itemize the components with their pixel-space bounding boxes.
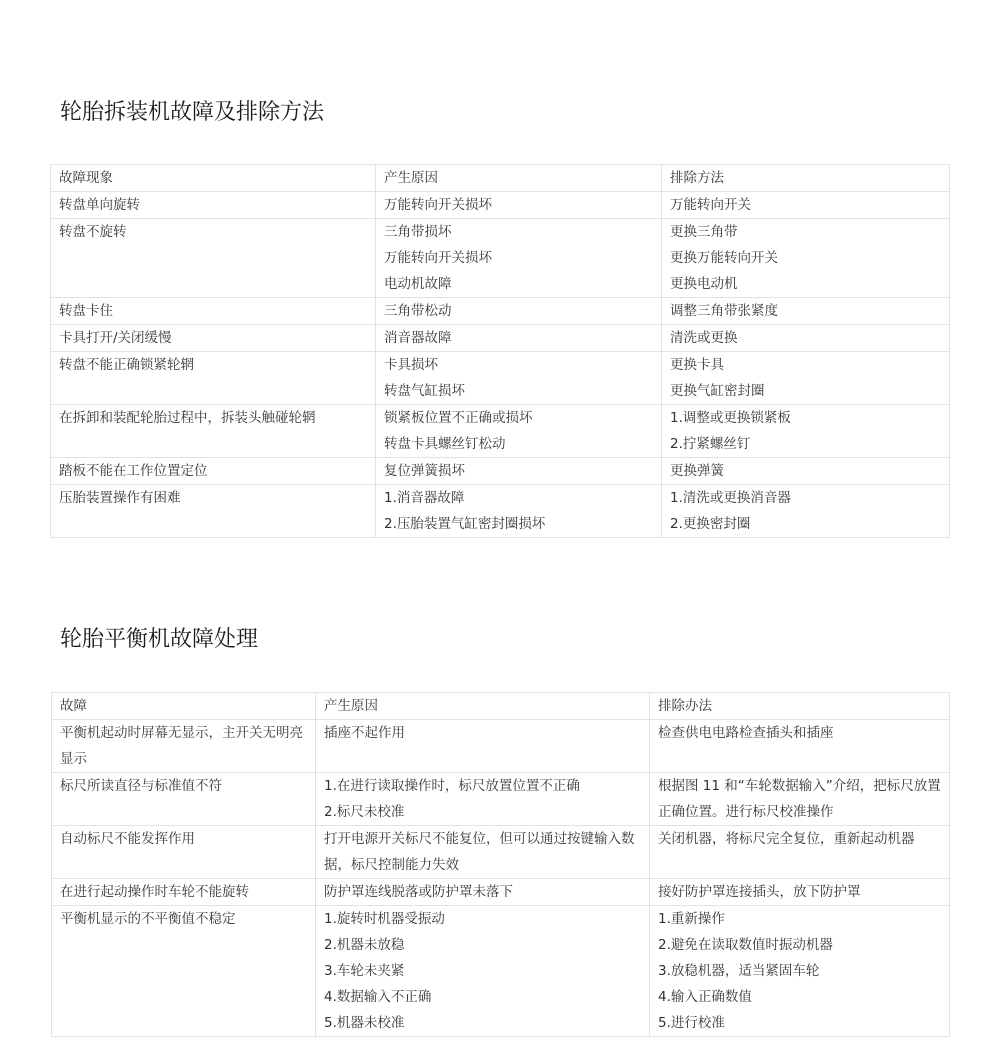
- cell-line: 转盘卡具螺丝钉松动: [384, 436, 506, 452]
- table-row: [51, 352, 950, 405]
- cell-line: 万能转向开关损坏: [384, 197, 492, 213]
- symptom-cell: [51, 352, 376, 405]
- header-cause: 产生原因: [376, 165, 662, 192]
- table-row: [51, 405, 950, 458]
- cell-line: 消音器故障: [384, 330, 452, 346]
- remedy-cell: [662, 325, 950, 352]
- cell-line: 2.拧紧螺丝钉: [670, 436, 751, 452]
- remedy-cell: [662, 219, 950, 298]
- cell-line: 转盘单向旋转: [59, 197, 140, 213]
- cell-line: 1.消音器故障: [384, 490, 465, 506]
- cell-line: 3.放稳机器，适当紧固车轮: [658, 963, 820, 979]
- cause-cell: [316, 906, 650, 1037]
- cell-line: 自动标尺不能发挥作用: [60, 831, 195, 847]
- header-cause: 产生原因: [316, 693, 650, 720]
- cell-line: 5.机器未校准: [324, 1015, 405, 1031]
- symptom-cell: [52, 879, 316, 906]
- cause-cell: [376, 298, 662, 325]
- table-row: [51, 485, 950, 538]
- cell-line: 1.旋转时机器受振动: [324, 911, 445, 927]
- cell-line: 2.避免在读取数值时振动机器: [658, 937, 833, 953]
- cell-line: 平衡机显示的不平衡值不稳定: [60, 911, 236, 927]
- cell-line: 复位弹簧损坏: [384, 463, 465, 479]
- cell-line: 转盘不旋转: [59, 224, 127, 240]
- cell-line: 清洗或更换: [670, 330, 738, 346]
- header-remedy: 排除办法: [650, 693, 950, 720]
- cell-line: 更换万能转向开关: [670, 250, 778, 266]
- remedy-cell: [662, 485, 950, 538]
- table-row: [51, 298, 950, 325]
- symptom-cell: [51, 458, 376, 485]
- cell-line: 更换气缸密封圈: [670, 383, 765, 399]
- cell-line: 1.清洗或更换消音器: [670, 490, 791, 506]
- remedy-cell: [650, 720, 950, 773]
- cause-cell: [376, 219, 662, 298]
- header-symptom: 故障: [52, 693, 316, 720]
- remedy-cell: [650, 826, 950, 879]
- cause-cell: [376, 485, 662, 538]
- cause-cell: [316, 879, 650, 906]
- cell-text: 根据图 11 和“车轮数据输入”介绍，把标尺放置正确位置。进行标尺校准操作: [658, 778, 941, 820]
- header-symptom: 故障现象: [51, 165, 376, 192]
- cell-line: 转盘气缸损坏: [384, 383, 465, 399]
- cell-line: 接好防护罩连接插头，放下防护罩: [658, 884, 861, 900]
- symptom-cell: [51, 192, 376, 219]
- cell-line: 卡具损坏: [384, 357, 438, 373]
- cell-line: 三角带松动: [384, 303, 452, 319]
- cell-line: 2.更换密封圈: [670, 516, 751, 532]
- section-title-tire-changer: 轮胎拆装机故障及排除方法: [60, 100, 325, 125]
- cell-line: 三角带损坏: [384, 224, 452, 240]
- remedy-cell: [662, 298, 950, 325]
- tire-changer-fault-table: [50, 164, 950, 538]
- remedy-cell: [662, 405, 950, 458]
- table-row: [51, 325, 950, 352]
- cell-line: 转盘卡住: [59, 303, 113, 319]
- cause-cell: [376, 192, 662, 219]
- cell-line: 电动机故障: [384, 276, 452, 292]
- symptom-cell: [52, 906, 316, 1037]
- cause-cell: [376, 325, 662, 352]
- symptom-cell: [51, 405, 376, 458]
- cell-line: 5.进行校准: [658, 1015, 725, 1031]
- cause-cell: [316, 773, 650, 826]
- cell-line: 调整三角带张紧度: [670, 303, 778, 319]
- remedy-cell: [662, 352, 950, 405]
- cell-line: 2.压胎装置气缸密封圈损坏: [384, 516, 546, 532]
- remedy-cell: [662, 192, 950, 219]
- table-row: [52, 773, 950, 826]
- cell-line: 在拆卸和装配轮胎过程中，拆装头触碰轮辋: [59, 410, 316, 426]
- table-row: [51, 219, 950, 298]
- symptom-cell: [52, 826, 316, 879]
- remedy-cell: [650, 906, 950, 1037]
- cell-line: 卡具打开/关闭缓慢: [59, 330, 172, 346]
- remedy-cell: [662, 458, 950, 485]
- cell-line: 1.重新操作: [658, 911, 725, 927]
- wheel-balancer-fault-table: [51, 692, 950, 1037]
- section-title-wheel-balancer: 轮胎平衡机故障处理: [60, 627, 259, 652]
- cause-cell: [316, 826, 650, 879]
- cell-line: 转盘不能正确锁紧轮辋: [59, 357, 194, 373]
- table-row: [52, 906, 950, 1037]
- remedy-cell: [650, 773, 950, 826]
- cell-line: 在进行起动操作时车轮不能旋转: [60, 884, 249, 900]
- cell-line: 更换三角带: [670, 224, 738, 240]
- cell-line: 更换电动机: [670, 276, 738, 292]
- table-row: [52, 720, 950, 773]
- cell-line: 压胎装置操作有困难: [59, 490, 181, 506]
- cell-line: 锁紧板位置不正确或损坏: [384, 410, 533, 426]
- header-remedy: 排除方法: [662, 165, 950, 192]
- cell-line: 更换卡具: [670, 357, 724, 373]
- cause-cell: [376, 458, 662, 485]
- symptom-cell: [51, 325, 376, 352]
- cell-text: 平衡机起动时屏幕无显示，主开关无明亮显示: [60, 725, 303, 767]
- symptom-cell: [52, 773, 316, 826]
- symptom-cell: [52, 720, 316, 773]
- cell-line: 踏板不能在工作位置定位: [59, 463, 208, 479]
- cell-line: 检查供电电路检查插头和插座: [658, 725, 834, 741]
- cell-line: 万能转向开关: [670, 197, 751, 213]
- cell-line: 1.调整或更换锁紧板: [670, 410, 791, 426]
- table-header-row: [52, 693, 950, 720]
- table-header-row: [51, 165, 950, 192]
- symptom-cell: [51, 485, 376, 538]
- cell-line: 2.标尺未校准: [324, 804, 405, 820]
- cause-cell: [376, 405, 662, 458]
- cell-line: 4.数据输入不正确: [324, 989, 432, 1005]
- cell-line: 4.输入正确数值: [658, 989, 752, 1005]
- remedy-cell: [650, 879, 950, 906]
- table-row: [51, 192, 950, 219]
- cell-line: 插座不起作用: [324, 725, 405, 741]
- cause-cell: [316, 720, 650, 773]
- table-row: [52, 826, 950, 879]
- symptom-cell: [51, 298, 376, 325]
- cause-cell: [376, 352, 662, 405]
- cell-text: 打开电源开关标尺不能复位，但可以通过按键输入数据，标尺控制能力失效: [324, 831, 635, 873]
- symptom-cell: [51, 219, 376, 298]
- cell-line: 3.车轮未夹紧: [324, 963, 405, 979]
- cell-line: 1.在进行读取操作时，标尺放置位置不正确: [324, 778, 580, 794]
- cell-line: 防护罩连线脱落或防护罩未落下: [324, 884, 513, 900]
- cell-line: 2.机器未放稳: [324, 937, 405, 953]
- cell-line: 更换弹簧: [670, 463, 724, 479]
- cell-line: 标尺所读直径与标准值不符: [60, 778, 222, 794]
- table-row: [52, 879, 950, 906]
- cell-line: 关闭机器，将标尺完全复位，重新起动机器: [658, 831, 915, 847]
- cell-line: 万能转向开关损坏: [384, 250, 492, 266]
- table-row: [51, 458, 950, 485]
